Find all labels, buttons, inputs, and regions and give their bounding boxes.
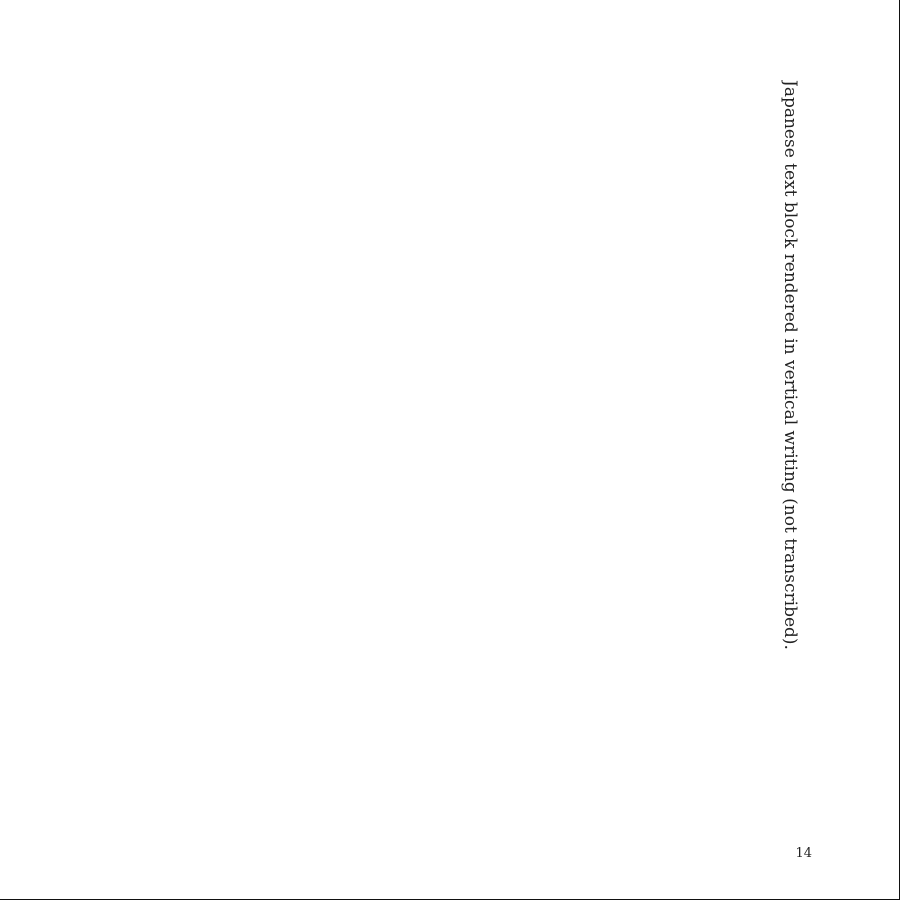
text-placeholder: Japanese text block rendered in vertical writing (not transcribed). (780, 80, 800, 650)
vertical-text-block (95, 80, 805, 820)
page-number: 14 (795, 846, 812, 861)
